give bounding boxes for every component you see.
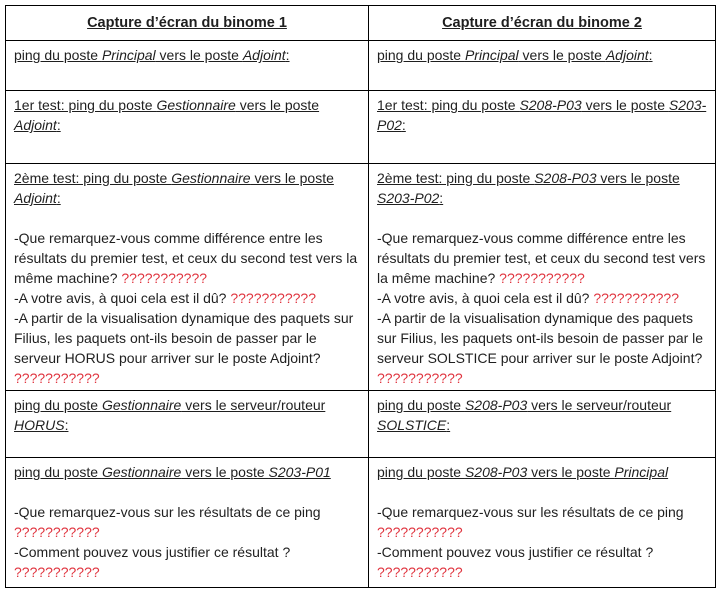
table-row [6, 391, 716, 458]
text-run: Gestionnaire [156, 97, 236, 113]
answer-placeholder: ??????????? [377, 524, 463, 540]
paragraph [14, 462, 360, 482]
paragraph [377, 395, 707, 435]
text-run: ping du poste [377, 464, 465, 480]
table-header-row [6, 6, 716, 41]
table-cell [6, 41, 369, 91]
paragraph [377, 288, 707, 308]
text-run: -A partir de la visualisation dynamique des paquets sur Filius, les paquets ont-ils besoin de passer par le serveur HORUS pour arriver sur le poste Adjoint? [14, 310, 354, 366]
blank-line [14, 435, 360, 455]
text-run: : [56, 117, 61, 133]
text-run: : [64, 417, 69, 433]
text-run: vers le serveur/routeur [527, 397, 672, 413]
blank-line [14, 65, 360, 85]
text-run: ping du poste [377, 47, 465, 63]
table-row [6, 164, 716, 391]
text-run: S208-P03 [534, 170, 597, 186]
text-run: -A votre avis, à quoi cela est il dû? [377, 290, 594, 306]
paragraph [377, 45, 707, 65]
blank-line [14, 135, 360, 155]
text-run: 1er test: ping du poste [377, 97, 520, 113]
text-run: : [56, 190, 61, 206]
answer-placeholder: ??????????? [121, 270, 208, 286]
paragraph [377, 502, 707, 542]
text-run: 1er test: ping du poste [14, 97, 157, 113]
text-run: ping du poste [377, 397, 465, 413]
text-run: Gestionnaire [101, 464, 182, 480]
text-run: Gestionnaire [171, 170, 251, 186]
text-run: Principal [464, 47, 519, 63]
answer-placeholder: ??????????? [14, 524, 100, 540]
table-cell [369, 391, 716, 458]
table-cell [369, 91, 716, 164]
paragraph [14, 288, 360, 308]
table-body [6, 41, 716, 588]
text-run: S208-P03 [464, 464, 528, 480]
paragraph [14, 45, 360, 65]
paragraph [377, 462, 707, 482]
text-run: S208-P03 [464, 397, 528, 413]
text-run: -A votre avis, à quoi cela est il dû? [14, 290, 231, 306]
blank-line [377, 435, 707, 455]
table-cell [369, 41, 716, 91]
answer-placeholder: ??????????? [14, 564, 100, 580]
blank-line [14, 482, 360, 502]
text-run: vers le poste [250, 170, 334, 186]
text-run: Adjoint [14, 190, 57, 206]
text-run: -A partir de la visualisation dynamique des paquets sur Filius, les paquets ont-ils besoin de passer par le serveur SOLSTICE pour arriver sur le poste Adjoint? [377, 310, 704, 366]
text-run: vers le poste [181, 464, 269, 480]
paragraph [14, 95, 360, 135]
blank-line [377, 208, 707, 228]
worksheet-table [5, 5, 716, 588]
text-run: S208-P03 [519, 97, 582, 113]
table-cell [6, 164, 369, 391]
text-run: -Que remarquez-vous sur les résultats de ce ping [377, 504, 684, 520]
answer-placeholder: ??????????? [14, 370, 100, 386]
blank-line [377, 65, 707, 85]
text-run: Adjoint [242, 47, 286, 63]
paragraph [377, 95, 707, 135]
answer-placeholder: ??????????? [593, 290, 679, 306]
text-run: Principal [101, 47, 156, 63]
text-run: vers le serveur/routeur [181, 397, 326, 413]
text-run: : [285, 47, 290, 63]
answer-placeholder: ??????????? [377, 564, 463, 580]
paragraph [377, 168, 707, 208]
text-run: -Comment pouvez vous justifier ce résultat ? [377, 544, 654, 560]
text-run: Gestionnaire [101, 397, 182, 413]
table-cell [6, 391, 369, 458]
paragraph [14, 228, 360, 288]
text-run: -Que remarquez-vous sur les résultats de ce ping [14, 504, 321, 520]
column-header-binome-2: Capture d’écran du binome 2 [369, 6, 716, 41]
text-run: : [439, 190, 444, 206]
table-cell [6, 91, 369, 164]
answer-placeholder: ??????????? [377, 370, 463, 386]
blank-line [14, 208, 360, 228]
paragraph [14, 502, 360, 542]
paragraph [14, 542, 360, 582]
text-run: : [401, 117, 406, 133]
text-run: vers le poste [518, 47, 606, 63]
text-run: S203-P02 [377, 97, 707, 133]
text-run: Adjoint [14, 117, 57, 133]
table-row [6, 458, 716, 588]
text-run: 2ème test: ping du poste [14, 170, 172, 186]
text-run: Principal [614, 464, 669, 480]
table-row [6, 41, 716, 91]
paragraph [14, 308, 360, 388]
text-run: SOLSTICE [377, 417, 447, 433]
table-row [6, 91, 716, 164]
answer-placeholder: ??????????? [230, 290, 316, 306]
table-cell [369, 458, 716, 588]
text-run: vers le poste [581, 97, 669, 113]
text-run: S203-P01 [268, 464, 331, 480]
text-run: : [648, 47, 653, 63]
paragraph [377, 308, 707, 388]
text-run: vers le poste [527, 464, 615, 480]
blank-line [377, 135, 707, 155]
paragraph [14, 168, 360, 208]
text-run: ping du poste [14, 464, 102, 480]
text-run: vers le poste [155, 47, 243, 63]
text-run: -Comment pouvez vous justifier ce résultat ? [14, 544, 291, 560]
answer-placeholder: ??????????? [499, 270, 585, 286]
text-run: ping du poste [14, 47, 102, 63]
text-run: vers le poste [235, 97, 320, 113]
paragraph [377, 542, 707, 582]
text-run: Adjoint [605, 47, 649, 63]
paragraph [377, 228, 707, 288]
paragraph [14, 395, 360, 435]
text-run: -Que remarquez-vous comme différence entre les résultats du premier test, et ceux du second test vers la même machine? [14, 230, 358, 286]
text-run: -Que remarquez-vous comme différence entre les résultats du premier test, et ceux du second test vers la même machine? [377, 230, 706, 286]
text-run: HORUS [14, 417, 65, 433]
table-cell [369, 164, 716, 391]
text-run: S203-P02 [377, 190, 440, 206]
column-header-binome-1: Capture d’écran du binome 1 [6, 6, 369, 41]
text-run: vers le poste [596, 170, 680, 186]
table-cell [6, 458, 369, 588]
text-run: ping du poste [14, 397, 102, 413]
text-run: : [446, 417, 451, 433]
blank-line [377, 482, 707, 502]
text-run: 2ème test: ping du poste [377, 170, 535, 186]
